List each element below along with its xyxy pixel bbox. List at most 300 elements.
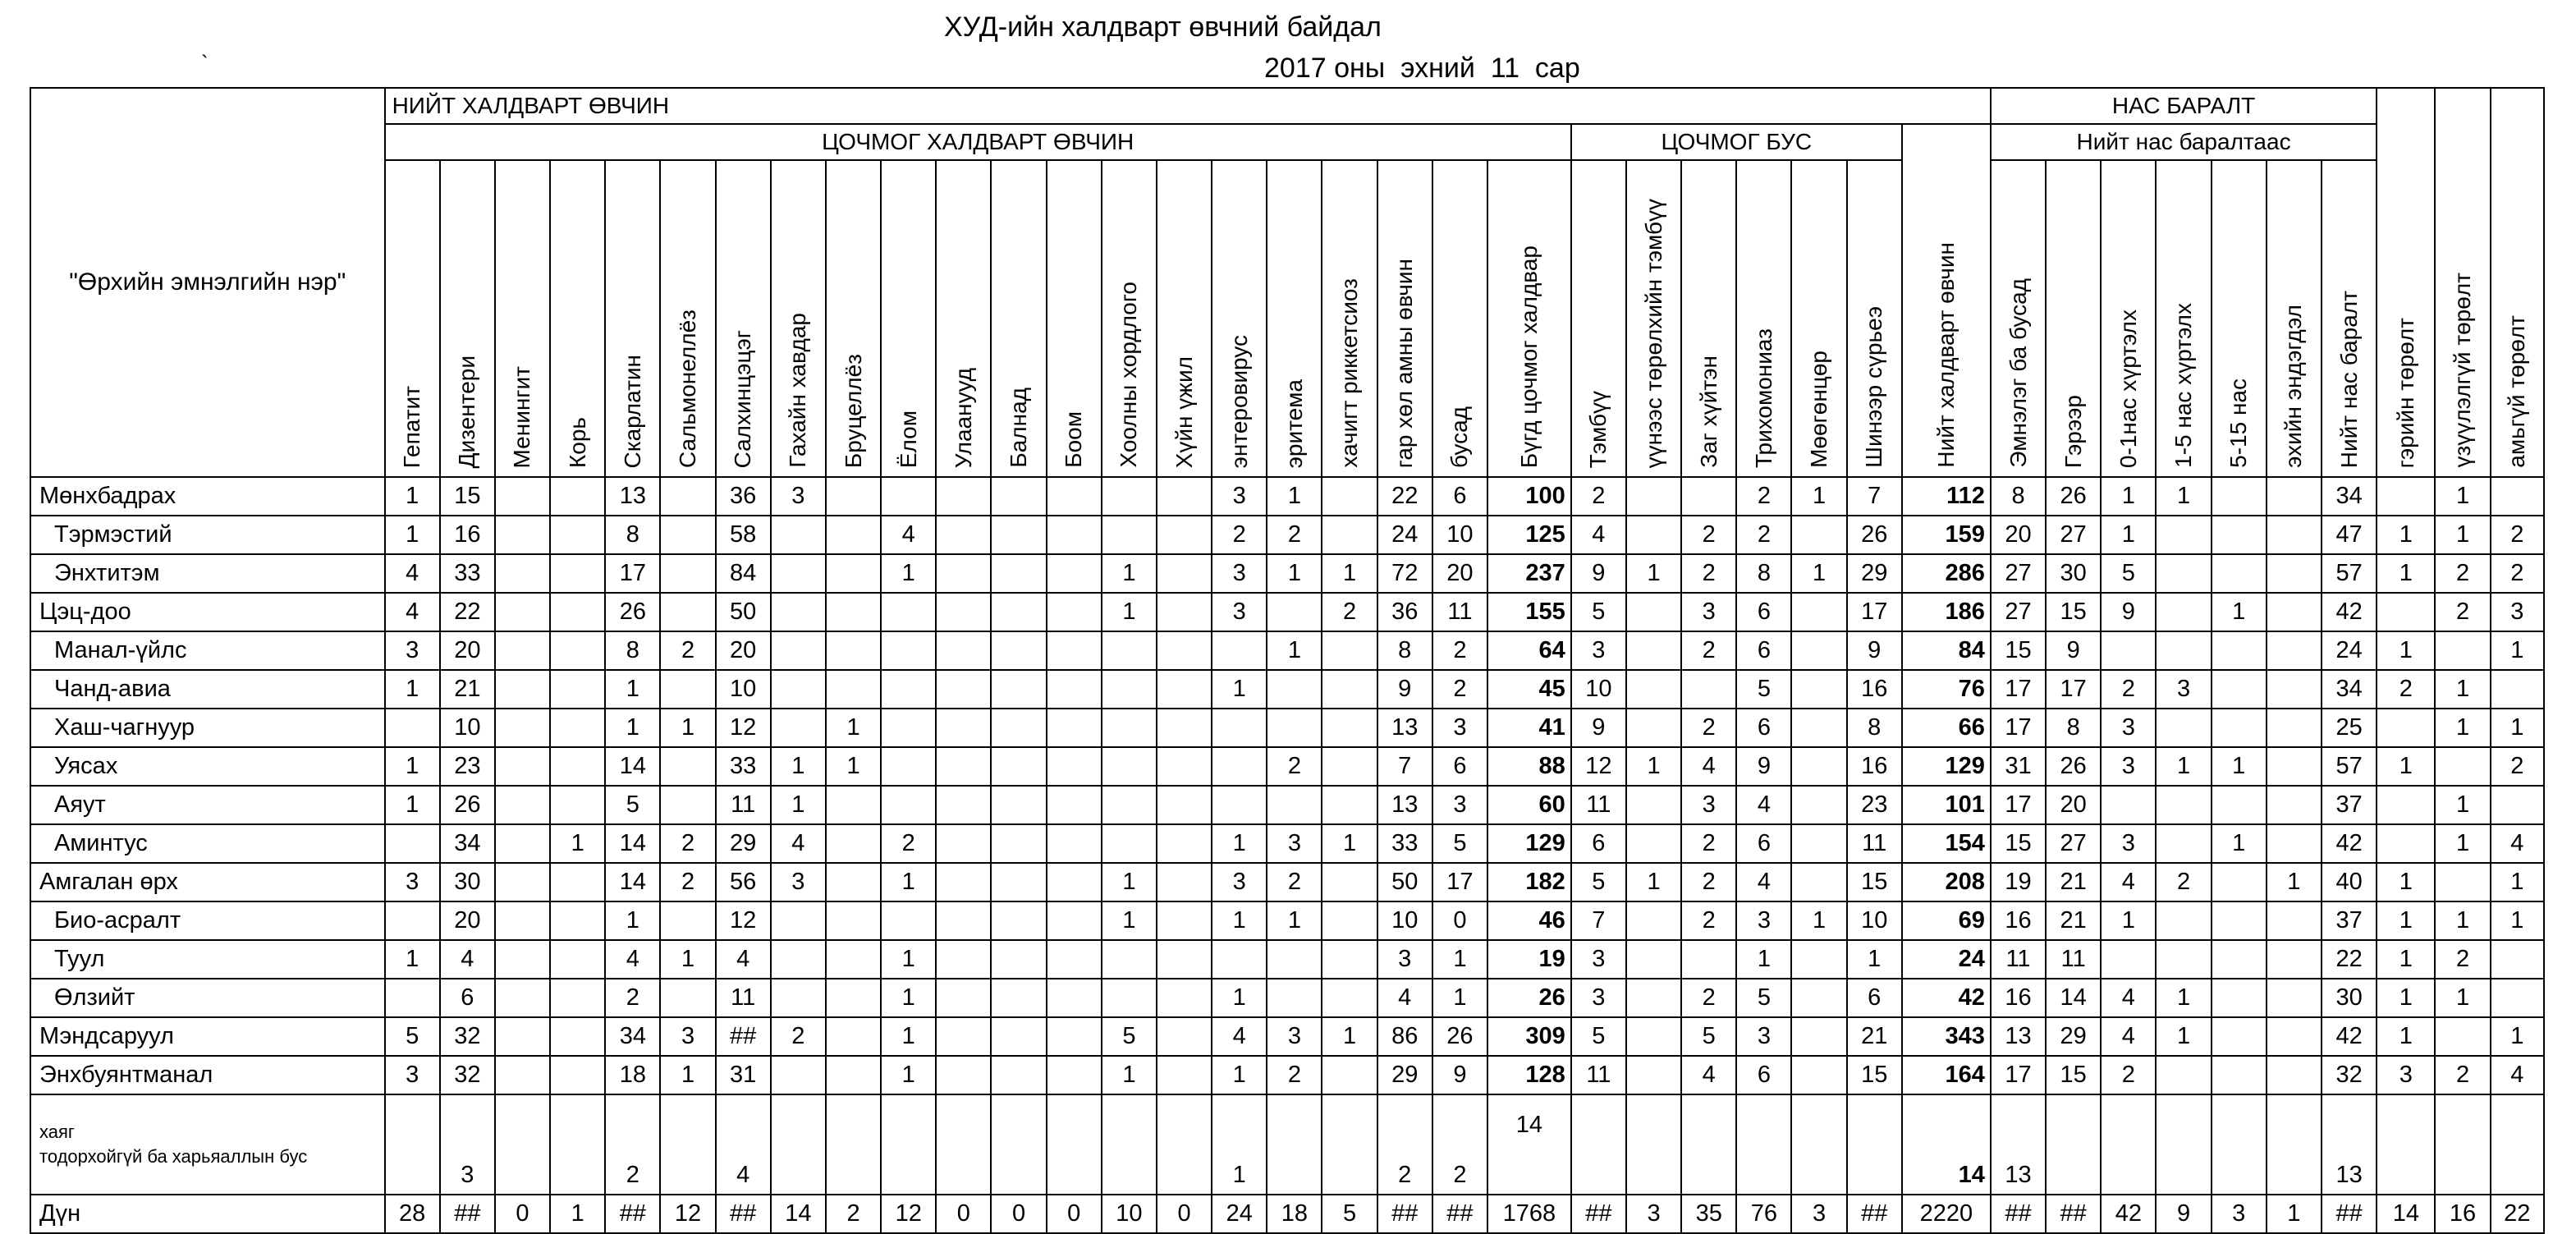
table-cell: 19: [1487, 940, 1571, 979]
table-cell: [2212, 940, 2267, 979]
table-cell: [771, 1056, 826, 1094]
col-header-label: Тэмбүү: [1585, 390, 1611, 468]
table-cell: [1322, 786, 1377, 824]
table-cell: [991, 979, 1046, 1017]
table-cell: 13: [605, 477, 660, 516]
table-cell: 27: [1991, 554, 2046, 593]
table-cell: [550, 901, 605, 940]
table-cell: 3: [1791, 1195, 1846, 1233]
table-cell: 17: [2046, 670, 2101, 709]
table-cell: 17: [1991, 670, 2046, 709]
table-cell: 4: [1681, 1056, 1736, 1094]
table-cell: [2212, 863, 2267, 901]
col-header-death-0: [1991, 160, 2046, 477]
table-cell: 1: [660, 709, 715, 747]
table-cell: [550, 554, 605, 593]
table-cell: [881, 747, 936, 786]
col-header-acute-2: [495, 160, 550, 477]
table-cell: [2267, 1017, 2322, 1056]
table-cell: 10: [1847, 901, 1902, 940]
table-cell: 42: [2322, 593, 2377, 631]
group-deaths: НАС БАРАЛТ: [1991, 88, 2377, 124]
table-cell: [550, 709, 605, 747]
table-cell: 24: [1377, 516, 1432, 554]
table-cell: 2: [1322, 593, 1377, 631]
table-cell: 6: [1432, 477, 1487, 516]
col-header-death-6: [2322, 160, 2377, 477]
table-cell: 1: [1322, 824, 1377, 863]
table-cell: [936, 1056, 991, 1094]
table-cell: [771, 709, 826, 747]
table-cell: 1: [2377, 554, 2435, 593]
table-cell: [1791, 631, 1846, 670]
table-cell: 32: [2322, 1056, 2377, 1094]
table-cell: [1102, 477, 1157, 516]
col-header-acute-18: [1377, 160, 1432, 477]
table-cell: [385, 901, 440, 940]
row-header-label: "Өрхийн эмнэлгийн нэр": [69, 268, 346, 296]
table-cell: 42: [2101, 1195, 2156, 1233]
col-header-label: бусад: [1446, 406, 1473, 468]
table-cell: 26: [1487, 979, 1571, 1017]
table-cell: 1: [1102, 554, 1157, 593]
table-cell: 1: [881, 940, 936, 979]
table-cell: [771, 593, 826, 631]
table-cell: [2377, 709, 2435, 747]
table-cell: 1: [605, 709, 660, 747]
table-cell: 4: [2101, 863, 2156, 901]
table-cell: 12: [716, 709, 771, 747]
table-cell: [1047, 1017, 1102, 1056]
col-header-acute-1: [440, 160, 495, 477]
table-cell: 2: [1212, 516, 1267, 554]
table-cell: 50: [716, 593, 771, 631]
table-cell: [495, 940, 550, 979]
table-cell: 1: [1212, 901, 1267, 940]
table-cell: [881, 477, 936, 516]
table-cell: 13: [2322, 1094, 2377, 1195]
col-header-label: эхийн эндэгдэл: [2280, 305, 2307, 468]
table-cell: 5: [1432, 824, 1487, 863]
table-cell: 1: [1322, 1017, 1377, 1056]
table-cell: [1157, 1056, 1212, 1094]
table-cell: 3: [2377, 1056, 2435, 1094]
table-cell: 1: [1212, 670, 1267, 709]
table-cell: 2220: [1902, 1195, 1991, 1233]
table-cell: [1791, 670, 1846, 709]
col-header-label: Улаанууд: [950, 367, 976, 468]
col-header-acute-9: [881, 160, 936, 477]
table-cell: 2: [1681, 554, 1736, 593]
table-cell: [495, 477, 550, 516]
table-cell: 13: [1991, 1094, 2046, 1195]
table-cell: [1626, 516, 1681, 554]
table-cell: 21: [1847, 1017, 1902, 1056]
table-cell: [1047, 901, 1102, 940]
table-row: [30, 824, 2544, 863]
table-cell: 42: [2322, 824, 2377, 863]
table-cell: 4: [1736, 786, 1791, 824]
col-header-label: Корь: [564, 416, 590, 468]
table-cell: 1: [605, 901, 660, 940]
table-cell: [826, 554, 881, 593]
table-cell: [1157, 747, 1212, 786]
table-cell: [2267, 786, 2322, 824]
page-title: ХУД-ийн халдварт өвчний байдал: [944, 11, 1382, 43]
table-cell: 8: [1736, 554, 1791, 593]
table-cell: 3: [385, 631, 440, 670]
table-cell: 34: [2322, 670, 2377, 709]
table-cell: 45: [1487, 670, 1571, 709]
table-cell: [2156, 901, 2211, 940]
table-cell: [495, 1094, 550, 1195]
col-header-label: 5-15 нас: [2225, 378, 2252, 468]
table-cell: 1: [2491, 709, 2544, 747]
table-cell: 9: [1736, 747, 1791, 786]
table-cell: [991, 824, 1046, 863]
table-cell: [1157, 786, 1212, 824]
table-cell: 30: [2046, 554, 2101, 593]
table-cell: [660, 786, 715, 824]
table-cell: [1047, 863, 1102, 901]
table-cell: 1: [2101, 516, 2156, 554]
table-cell: [881, 593, 936, 631]
group-acute: ЦОЧМОГ ХАЛДВАРТ ӨВЧИН: [385, 124, 1571, 160]
table-cell: [495, 1017, 550, 1056]
row-name: Туул: [30, 940, 385, 979]
table-cell: 2: [1681, 901, 1736, 940]
table-cell: ##: [716, 1195, 771, 1233]
table-cell: 7: [1571, 901, 1626, 940]
table-cell: [1157, 709, 1212, 747]
table-cell: 2: [826, 1195, 881, 1233]
table-cell: [660, 901, 715, 940]
col-header-birth-1: [2435, 88, 2490, 477]
table-cell: [771, 631, 826, 670]
table-cell: [936, 554, 991, 593]
table-cell: [2267, 979, 2322, 1017]
table-cell: 29: [716, 824, 771, 863]
table-cell: 4: [605, 940, 660, 979]
table-cell: 11: [2046, 940, 2101, 979]
table-cell: 1: [1102, 593, 1157, 631]
table-cell: 2: [1681, 516, 1736, 554]
row-name: Мэндсаруул: [30, 1017, 385, 1056]
col-header-acute-12: [1047, 160, 1102, 477]
table-cell: [2212, 786, 2267, 824]
table-cell: 17: [1847, 593, 1902, 631]
table-cell: 16: [1847, 670, 1902, 709]
table-cell: [1322, 1056, 1377, 1094]
table-cell: [660, 516, 715, 554]
table-row: [30, 1195, 2544, 1233]
table-cell: 28: [385, 1195, 440, 1233]
table-cell: [991, 709, 1046, 747]
table-cell: 2: [1681, 863, 1736, 901]
table-cell: 1: [2377, 516, 2435, 554]
table-cell: [826, 670, 881, 709]
table-cell: [1681, 670, 1736, 709]
group-death-sub: Нийт нас баралтаас: [1991, 124, 2377, 160]
table-cell: [1322, 631, 1377, 670]
table-cell: [2491, 670, 2544, 709]
table-row: [30, 979, 2544, 1017]
table-cell: 9: [2046, 631, 2101, 670]
table-cell: 2: [881, 824, 936, 863]
group-all-infections: НИЙТ ХАЛДВАРТ ӨВЧИН: [385, 88, 1991, 124]
table-cell: 1: [2212, 593, 2267, 631]
table-cell: [550, 786, 605, 824]
table-cell: [550, 940, 605, 979]
table-cell: [660, 554, 715, 593]
table-cell: [826, 516, 881, 554]
table-cell: 33: [716, 747, 771, 786]
table-cell: [1267, 670, 1322, 709]
table-cell: 72: [1377, 554, 1432, 593]
table-cell: [771, 516, 826, 554]
table-cell: 1: [2435, 709, 2490, 747]
table-cell: [1791, 709, 1846, 747]
table-cell: 16: [440, 516, 495, 554]
table-cell: 4: [1212, 1017, 1267, 1056]
col-header-acute-0: [385, 160, 440, 477]
table-cell: 58: [716, 516, 771, 554]
table-cell: 1: [385, 477, 440, 516]
table-cell: 1: [881, 863, 936, 901]
table-cell: 1: [1102, 863, 1157, 901]
table-cell: [826, 863, 881, 901]
table-cell: 1: [1267, 901, 1322, 940]
table-cell: 6: [1736, 1056, 1791, 1094]
table-cell: 64: [1487, 631, 1571, 670]
table-cell: [1626, 786, 1681, 824]
table-cell: 0: [936, 1195, 991, 1233]
col-header-label: Эмнэлэг ба бусад: [2005, 278, 2031, 468]
table-cell: 1: [2377, 631, 2435, 670]
table-cell: [1157, 863, 1212, 901]
table-cell: [2212, 631, 2267, 670]
table-cell: [660, 979, 715, 1017]
table-cell: 50: [1377, 863, 1432, 901]
table-cell: 1: [2491, 631, 2544, 670]
table-cell: 42: [2322, 1017, 2377, 1056]
table-cell: [1157, 670, 1212, 709]
table-cell: [1157, 1094, 1212, 1195]
col-header-label: Шинээр сүрьеэ: [1861, 306, 1887, 468]
table-cell: [2435, 1017, 2490, 1056]
table-cell: 164: [1902, 1056, 1991, 1094]
table-cell: [1157, 940, 1212, 979]
table-cell: [1681, 940, 1736, 979]
table-cell: 37: [2322, 786, 2377, 824]
table-cell: 3: [1377, 940, 1432, 979]
row-name: Уясах: [30, 747, 385, 786]
table-cell: 1: [2156, 979, 2211, 1017]
col-header-acute-17: [1322, 160, 1377, 477]
table-cell: [936, 670, 991, 709]
table-cell: 26: [1847, 516, 1902, 554]
table-cell: 14: [605, 863, 660, 901]
table-cell: 4: [1736, 863, 1791, 901]
table-cell: [2267, 516, 2322, 554]
table-cell: [1626, 1056, 1681, 1094]
table-cell: [991, 1056, 1046, 1094]
table-cell: 0: [1157, 1195, 1212, 1233]
col-header-nonacute-5: [1847, 160, 1902, 477]
table-cell: [991, 631, 1046, 670]
table-cell: 7: [1847, 477, 1902, 516]
table-cell: 5: [605, 786, 660, 824]
table-cell: [2377, 477, 2435, 516]
table-cell: 1: [1102, 901, 1157, 940]
table-cell: [1736, 1094, 1791, 1195]
table-cell: [826, 979, 881, 1017]
table-cell: [1322, 1094, 1377, 1195]
table-cell: 1: [826, 747, 881, 786]
table-cell: 1: [2435, 670, 2490, 709]
col-header-birth-2: [2491, 88, 2544, 477]
table-cell: 11: [716, 786, 771, 824]
table-cell: 286: [1902, 554, 1991, 593]
table-cell: 3: [1626, 1195, 1681, 1233]
table-cell: 2: [1267, 747, 1322, 786]
table-cell: 76: [1736, 1195, 1791, 1233]
table-cell: [2267, 824, 2322, 863]
table-cell: 15: [1991, 824, 2046, 863]
table-cell: 3: [2101, 709, 2156, 747]
table-cell: [826, 940, 881, 979]
table-cell: [2491, 477, 2544, 516]
table-cell: 8: [605, 516, 660, 554]
table-cell: [1267, 940, 1322, 979]
table-cell: 1: [1736, 940, 1791, 979]
col-header-acute-10: [936, 160, 991, 477]
table-cell: [771, 670, 826, 709]
table-cell: 2: [1267, 1056, 1322, 1094]
table-cell: 3: [1212, 554, 1267, 593]
col-header-nonacute-4: [1791, 160, 1846, 477]
table-cell: 29: [2046, 1017, 2101, 1056]
table-cell: 2: [1267, 516, 1322, 554]
table-cell: [2101, 631, 2156, 670]
table-cell: [385, 1094, 440, 1195]
table-cell: [1047, 747, 1102, 786]
table-cell: 6: [1432, 747, 1487, 786]
table-cell: [2435, 747, 2490, 786]
table-cell: 33: [1377, 824, 1432, 863]
table-cell: 1: [1847, 940, 1902, 979]
table-cell: [936, 516, 991, 554]
table-cell: 32: [440, 1017, 495, 1056]
table-row: [30, 786, 2544, 824]
table-cell: [936, 631, 991, 670]
table-cell: ##: [440, 1195, 495, 1233]
table-cell: [1626, 824, 1681, 863]
col-header-label: Боом: [1061, 411, 1087, 468]
table-cell: [936, 979, 991, 1017]
table-cell: 4: [1377, 979, 1432, 1017]
table-cell: 2: [1267, 863, 1322, 901]
table-cell: 1: [1267, 631, 1322, 670]
table-cell: [1791, 824, 1846, 863]
table-cell: 1: [2435, 477, 2490, 516]
col-header-label: Хүйн үжил: [1171, 356, 1197, 468]
table-cell: 26: [440, 786, 495, 824]
table-cell: 159: [1902, 516, 1991, 554]
table-cell: [1791, 593, 1846, 631]
table-cell: ##: [1847, 1195, 1902, 1233]
table-cell: 2: [1681, 631, 1736, 670]
table-cell: 3: [1212, 863, 1267, 901]
table-cell: [881, 901, 936, 940]
col-header-acute-16: [1267, 160, 1322, 477]
col-header-label: Сальмонеллёз: [675, 309, 700, 468]
table-cell: 86: [1377, 1017, 1432, 1056]
table-cell: [2491, 940, 2544, 979]
table-cell: 1: [1791, 901, 1846, 940]
table-cell: 2: [660, 824, 715, 863]
table-cell: 2: [2101, 1056, 2156, 1094]
table-cell: [2491, 786, 2544, 824]
table-cell: [1047, 979, 1102, 1017]
table-cell: [550, 477, 605, 516]
table-cell: 3: [771, 477, 826, 516]
table-cell: [1267, 593, 1322, 631]
table-cell: 1: [1626, 863, 1681, 901]
col-header-nonacute-1: [1626, 160, 1681, 477]
table-cell: [771, 554, 826, 593]
table-cell: 11: [1571, 786, 1626, 824]
table-cell: 24: [1902, 940, 1991, 979]
table-cell: 5: [1322, 1195, 1377, 1233]
col-header-label: гэрийн төрөлт: [2392, 317, 2418, 468]
table-cell: [2156, 1094, 2211, 1195]
table-cell: 7: [1377, 747, 1432, 786]
table-cell: 3: [1571, 979, 1626, 1017]
table-cell: [1047, 631, 1102, 670]
table-cell: 56: [716, 863, 771, 901]
table-cell: 4: [2101, 979, 2156, 1017]
table-cell: 21: [2046, 863, 2101, 901]
table-cell: [1791, 940, 1846, 979]
table-cell: 4: [385, 593, 440, 631]
table-cell: ##: [1432, 1195, 1487, 1233]
table-cell: 6: [1736, 593, 1791, 631]
col-header-acute-14: [1157, 160, 1212, 477]
table-cell: [1047, 1056, 1102, 1094]
table-cell: 1: [1432, 940, 1487, 979]
table-row: [30, 709, 2544, 747]
table-cell: 1: [2267, 1195, 2322, 1233]
table-cell: 1: [2377, 1017, 2435, 1056]
table-cell: 10: [1432, 516, 1487, 554]
table-row: [30, 1094, 2544, 1195]
table-cell: 2: [2435, 940, 2490, 979]
col-header-nonacute-2: [1681, 160, 1736, 477]
table-cell: [495, 516, 550, 554]
table-cell: 1: [2435, 824, 2490, 863]
table-cell: [1157, 631, 1212, 670]
table-cell: [2267, 1094, 2322, 1195]
table-cell: [1267, 786, 1322, 824]
table-cell: 34: [440, 824, 495, 863]
table-cell: 1: [1626, 554, 1681, 593]
table-cell: 3: [1432, 709, 1487, 747]
table-cell: 57: [2322, 554, 2377, 593]
table-cell: [1047, 670, 1102, 709]
table-cell: [826, 1017, 881, 1056]
table-cell: 24: [2322, 631, 2377, 670]
